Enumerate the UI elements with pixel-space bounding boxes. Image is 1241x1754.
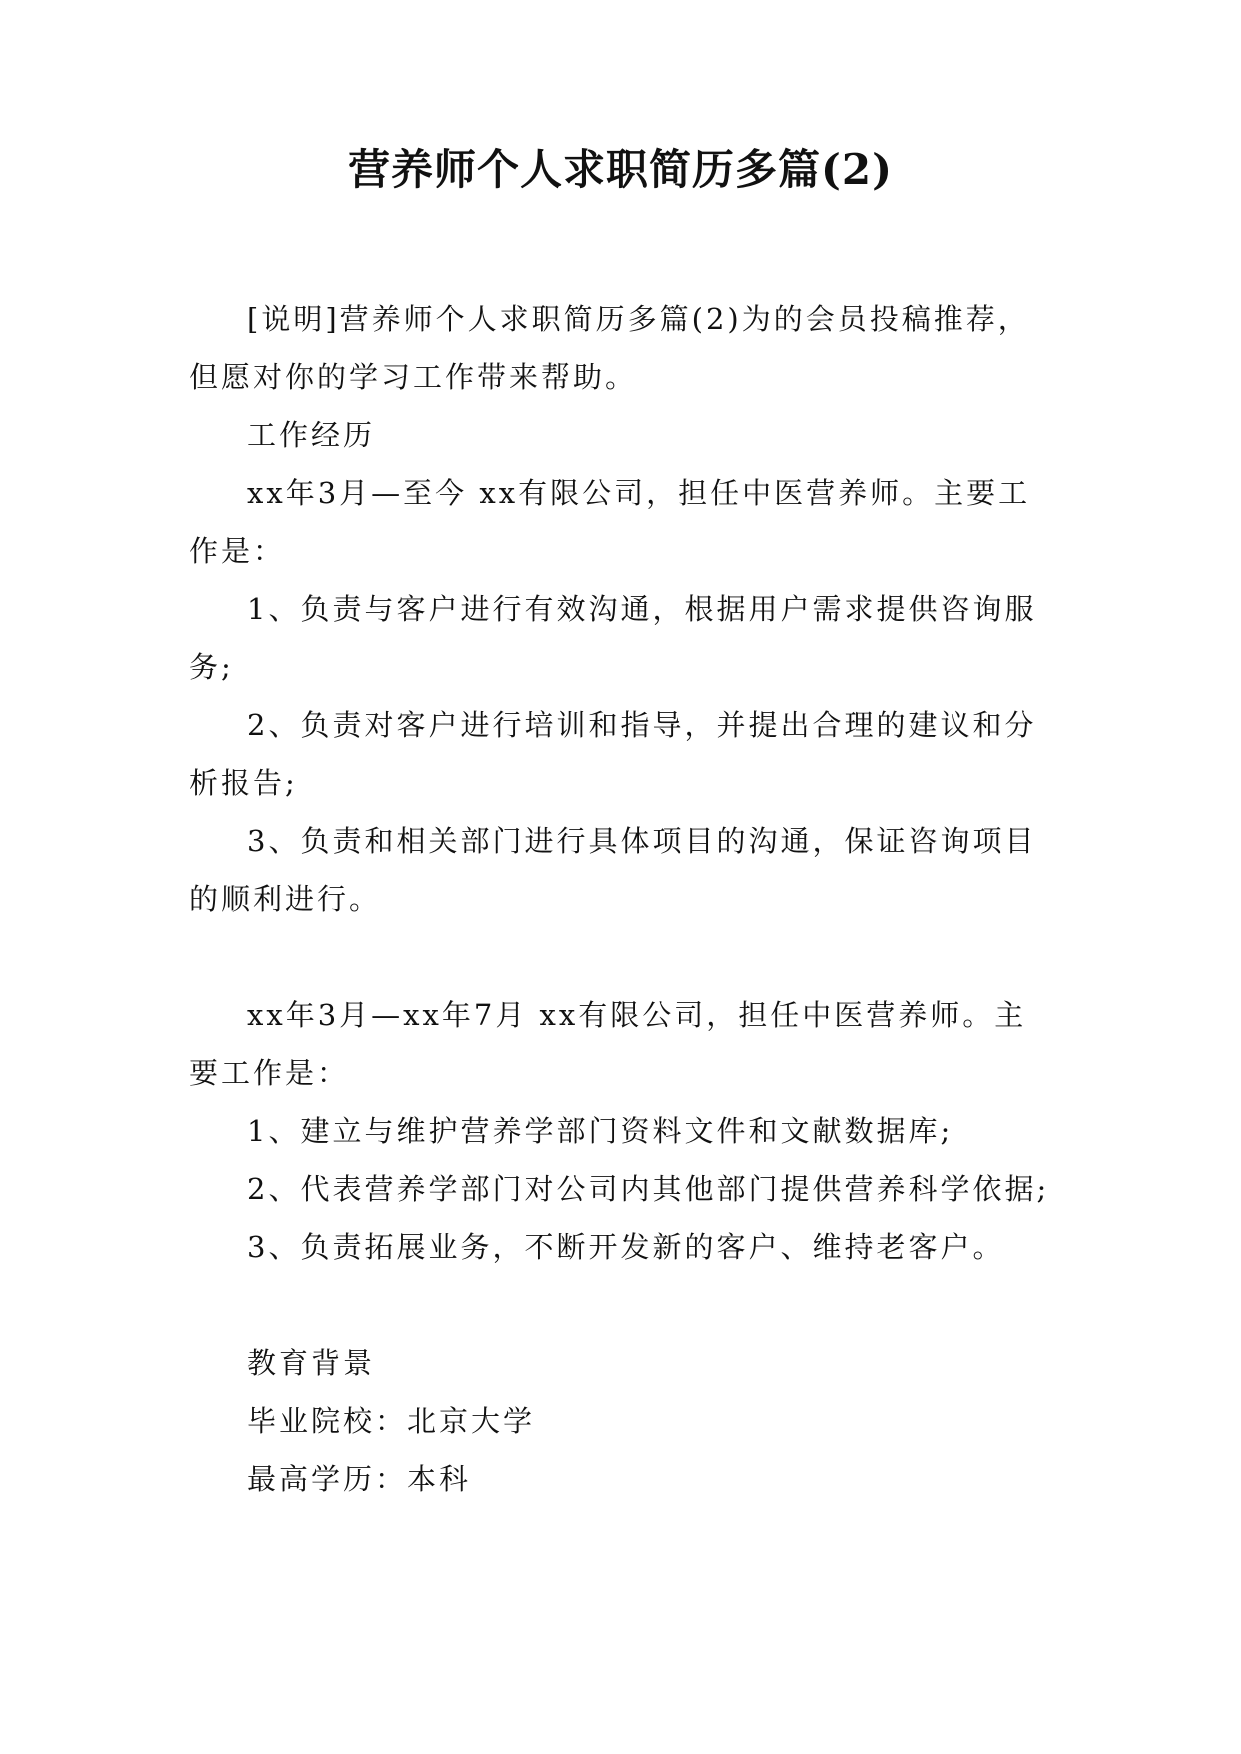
education-heading: 教育背景 [247,1346,376,1380]
work-heading: 工作经历 [247,418,376,452]
job2-duty-1: 1、建立与维护营养学部门资料文件和文献数据库; [247,1114,954,1148]
job1-duty-1: 1、负责与客户进行有效沟通，根据用户需求提供咨询服务; [189,592,1037,684]
job1-duty-3: 3、负责和相关部门进行具体项目的沟通，保证咨询项目的顺利进行。 [189,824,1037,916]
document-body [189,290,1053,1508]
job1-duty-2: 2、负责对客户进行培训和指导，并提出合理的建议和分析报告; [189,708,1037,800]
job1-header: xx年3月—至今 xx有限公司，担任中医营养师。主要工作是： [189,476,1031,568]
education-degree: 最高学历：本科 [247,1462,472,1496]
page-title: 营养师个人求职简历多篇(2) [348,145,893,194]
job2-duty-3: 3、负责拓展业务，不断开发新的客户、维持老客户。 [247,1230,1005,1264]
job2-header: xx年3月—xx年7月 xx有限公司，担任中医营养师。主要工作是： [189,998,1027,1090]
spacer [189,928,1053,986]
education-school: 毕业院校：北京大学 [247,1404,536,1438]
spacer [189,1276,1053,1334]
intro-paragraph: [说明]营养师个人求职简历多篇(2)为的会员投稿推荐，但愿对你的学习工作带来帮助。 [189,302,1030,394]
job2-duty-2: 2、代表营养学部门对公司内其他部门提供营养科学依据; [247,1172,1050,1206]
